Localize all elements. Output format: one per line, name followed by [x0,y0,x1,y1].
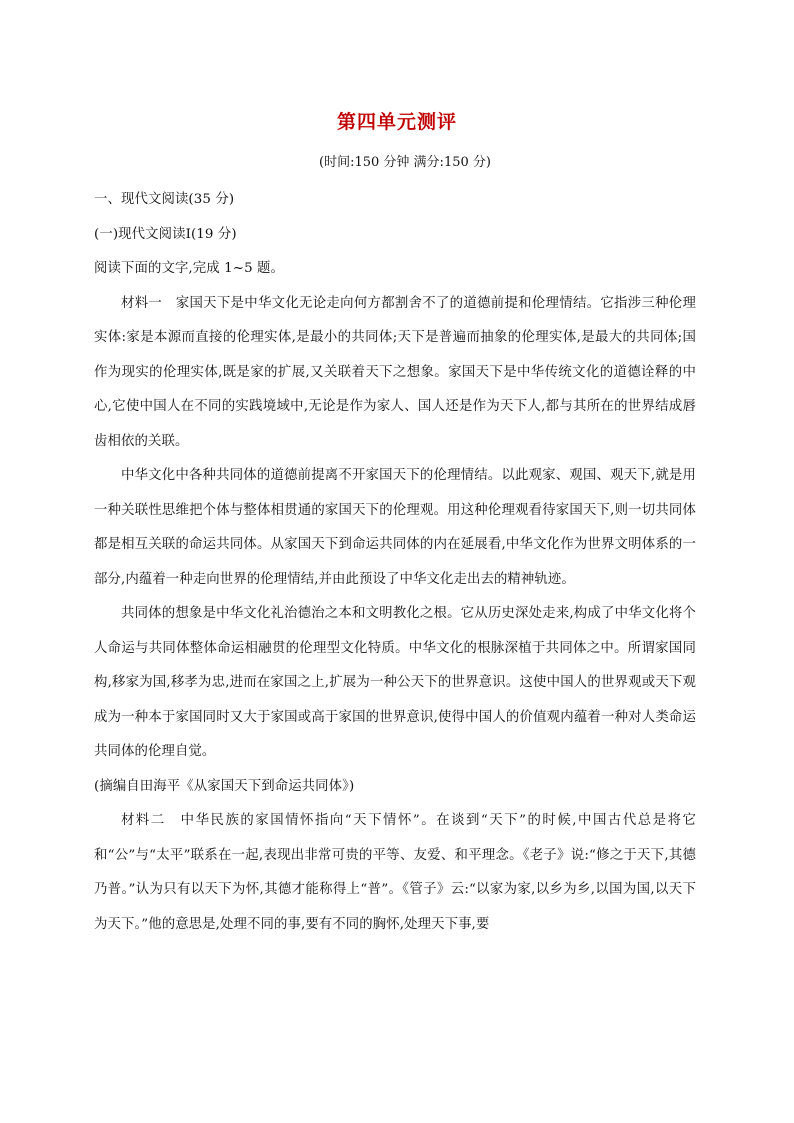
paragraph-material-1: 材料一 家国天下是中华文化无论走向何方都割舍不了的道德前提和伦理情结。它指涉三种伦理实体:家是本源而直接的伦理实体,是最小的共同体;天下是普遍而抽象的伦理实体,是最大的共同体;国作为现实的伦理实体,既是家的扩展,又关联着天下之想象。家国天下是中华传统文化的道德诠释的中心,它使中国人在不同的实践境域中,无论是作为家人、国人还是作为天下人,都与其所在的世界结成唇齿相依的关联。 [94,295,696,449]
source-citation: (摘编自田海平《从家国天下到命运共同体》) [94,778,355,794]
exam-info: (时间:150 分钟 满分:150 分) [319,155,491,170]
section-heading: 一、现代文阅读(35 分) [94,192,235,207]
subsection-heading: (一)现代文阅读Ⅰ(19 分) [94,226,237,242]
paragraph-material-2: 材料二 中华民族的家国情怀指向“天下情怀”。在谈到“天下”的时候,中国古代总是将它和“公”与“太平”联系在一起,表现出非常可贵的平等、友爱、和平理念。《老子》说:“修之于天下,其德乃普。”认为只有以天下为怀,其德才能称得上“普”。《管子》云:“以家为家,以乡为乡,以国为国,以天下为天下。”他的意思是,处理不同的事,要有不同的胸怀,处理天下事,要 [94,813,696,932]
paragraph-2: 中华文化中各种共同体的道德前提离不开家国天下的伦理情结。以此观家、观国、观天下,就是用一种关联性思维把个体与整体相贯通的家国天下的伦理观。用这种伦理观看待家国天下,则一切共同体都是相互关联的命运共同体。从家国天下到命运共同体的内在延展看,中华文化作为世界文明体系的一部分,内蕴着一种走向世界的伦理情结,并由此预设了中华文化走出去的精神轨迹。 [94,468,696,587]
document-title: 第四单元测评 [336,111,457,133]
paragraph-3: 共同体的想象是中华文化礼治德治之本和文明教化之根。它从历史深处走来,构成了中华文化将个人命运与共同体整体命运相融贯的伦理型文化特质。中华文化的根脉深植于共同体之中。所谓家国同构,移家为国,移孝为忠,进而在家国之上,扩展为一种公天下的世界意识。这使中国人的世界观或天下观成为一种本于家国同时又大于家国或高于家国的世界意识,使得中国人的价值观内蕴着一种对人类命运共同体的伦理自觉。 [94,606,696,759]
document-body [94,183,696,942]
reading-instruction: 阅读下面的文字,完成 1~5 题。 [94,261,285,276]
